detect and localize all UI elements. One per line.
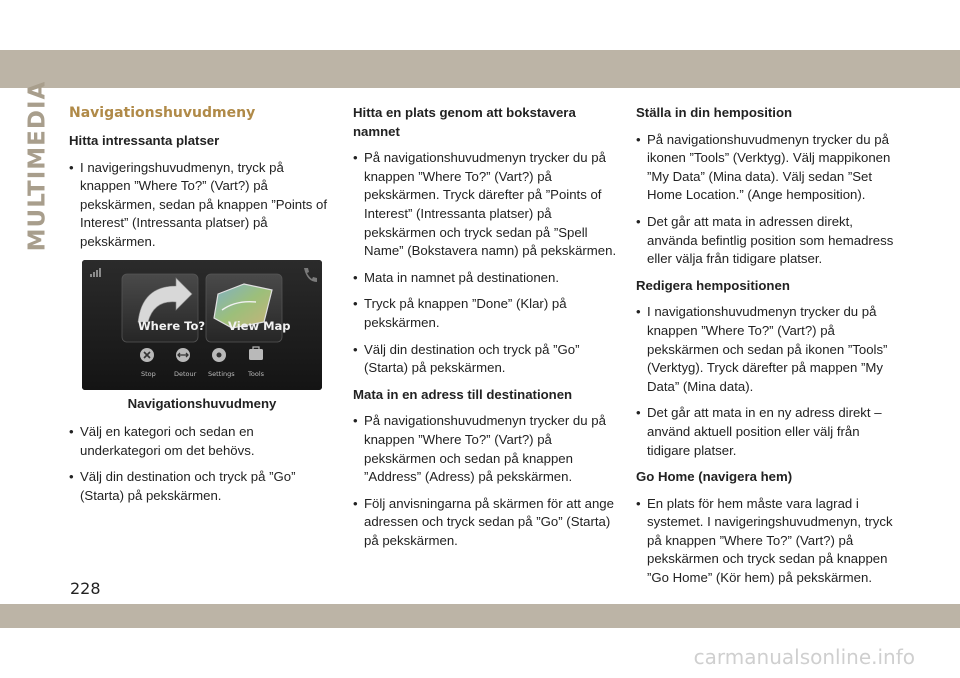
bullet-item: • Välj din destination och tryck på ”Go” (Starta) på pekskärmen. [353, 341, 618, 378]
signal-icon [90, 274, 92, 277]
settings-label: Settings [208, 369, 235, 378]
subheading-go-home: Go Home (navigera hem) [636, 469, 793, 485]
footer-band [0, 604, 960, 628]
subheading-find-poi: Hitta intressanta platser [69, 133, 220, 148]
subheading-spell-name: Hitta en plats genom att bokstavera namnet [353, 105, 576, 139]
subheading-enter-address: Mata in en adress till destinationen [353, 386, 573, 402]
where-to-label: Where To? [138, 318, 206, 333]
page-number: 228 [70, 579, 101, 598]
section-side-label [22, 80, 52, 252]
header-band [0, 50, 960, 88]
column-3 [636, 104, 906, 596]
bullet-item: • På navigationshuvudmenyn trycker du på ikonen ”Tools” (Verktyg). Välj mappikonen ”My Data” (Mina data). Välj sedan ”Set Home Location.” (Ange hemposition). [636, 131, 906, 205]
bullet-item: • En plats för hem måste vara lagrad i systemet. I navigeringshuvudmenyn, tryck på knappen ”Where To?” (Vart?) på pekskärmen och tryck sedan på knappen ”Go Home” (Kör hem) på pekskärmen. [636, 495, 906, 588]
bullet-item: • Följ anvisningarna på skärmen för att ange adressen och tryck sedan på ”Go” (Starta) på pekskärmen. [353, 495, 618, 551]
bullet-item: • Det går att mata in en ny adress direkt – använd aktuell position eller välj från tidigare platser. [636, 404, 906, 460]
watermark-text: carmanualsonline.info [693, 645, 915, 669]
bullet-item: • I navigationshuvudmenyn trycker du på knappen ”Where To?” (Vart?) på pekskärmen och sedan på ikonen ”Tools” (Verktyg). Tryck därefter på mappen ”My Data” (Mina data). [636, 303, 906, 396]
bullet-item: • På navigationshuvudmenyn trycker du på knappen ”Where To?” (Vart?) på pekskärmen. Tryck därefter på ”Points of Interest” (Intressanta platser) på pekskärmen och tryck sedan på ”Spell Name” (Bokstavera namn) på pekskärmen. [353, 149, 618, 261]
side-label-text: MULTIMEDIA [24, 80, 50, 252]
navigation-main-menu-screenshot [82, 260, 322, 390]
bullet-item: • Tryck på knappen ”Done” (Klar) på pekskärmen. [353, 295, 618, 332]
view-map-label: View Map [228, 318, 291, 333]
figure-caption: Navigationshuvudmeny [127, 395, 277, 411]
bullet-item: • Mata in namnet på destinationen. [353, 269, 618, 288]
bullet-item: • På navigationshuvudmenyn trycker du på knappen ”Where To?” (Vart?) på pekskärmen och sedan på knappen ”Address” (Adress) på pekskärmen. [353, 412, 618, 486]
subheading-set-home: Ställa in din hemposition [636, 105, 793, 120]
stop-label: Stop [141, 369, 156, 378]
detour-label: Detour [174, 369, 197, 378]
section-title: Navigationshuvudmeny [69, 105, 256, 121]
column-2 [353, 104, 618, 558]
bullet-item: • I navigeringshuvudmenyn, tryck på knappen ”Where To?” (Vart?) på pekskärmen, sedan på knappen ”Points of Interest” (Intressanta platser) på pekskärmen. [69, 159, 335, 252]
top-margin [0, 0, 960, 50]
tools-icon [249, 349, 263, 360]
bullet-item: • Välj en kategori och sedan en underkategori om det behövs. [69, 423, 335, 460]
column-1 [69, 104, 335, 514]
bullet-item: • Välj din destination och tryck på ”Go” (Starta) på pekskärmen. [69, 468, 335, 505]
subheading-edit-home: Redigera hempositionen [636, 277, 790, 293]
bullet-item: • Det går att mata in adressen direkt, använda befintlig position som hemadress eller välja från tidigare platser. [636, 213, 906, 269]
tools-label: Tools [248, 369, 265, 378]
